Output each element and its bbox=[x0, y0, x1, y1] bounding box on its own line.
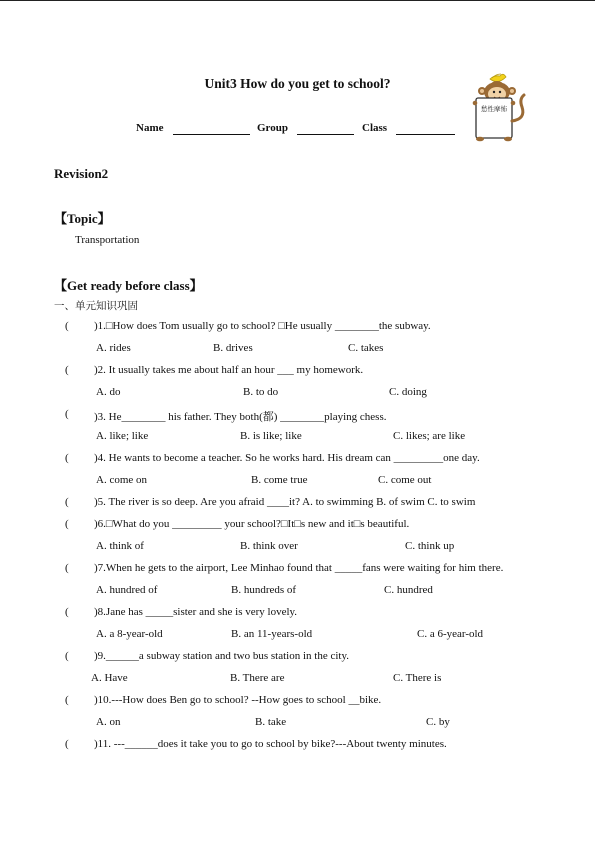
option-c: C. a 6-year-old bbox=[417, 628, 484, 640]
answer-paren: ( bbox=[65, 320, 69, 332]
question-text: )1.□How does Tom usually go to school? □He usually ________the subway. bbox=[94, 320, 431, 332]
question-text: )5. The river is so deep. Are you afraid ____it? A. to swimming B. of swim C. to swim bbox=[94, 496, 476, 508]
option-a: A. come on bbox=[96, 474, 148, 486]
option-c: C. likes; are like bbox=[393, 430, 466, 442]
option-b: B. to do bbox=[243, 386, 279, 398]
question-text: )9.______a subway station and two bus station in the city. bbox=[94, 650, 350, 662]
question-1 bbox=[0, 320, 595, 336]
options-8 bbox=[0, 628, 595, 644]
option-c: C. by bbox=[426, 716, 450, 728]
answer-paren: ( bbox=[65, 606, 69, 618]
worksheet-title: Unit3 How do you get to school? bbox=[204, 76, 391, 91]
options-9 bbox=[0, 672, 595, 688]
answer-paren: ( bbox=[65, 738, 69, 750]
option-c: C. think up bbox=[405, 540, 455, 552]
options-1 bbox=[0, 342, 595, 358]
option-b: B. There are bbox=[230, 672, 285, 684]
option-c: C. come out bbox=[378, 474, 432, 486]
option-b: B. hundreds of bbox=[231, 584, 297, 596]
group-blank bbox=[297, 134, 354, 135]
name-blank bbox=[173, 134, 250, 135]
question-4 bbox=[0, 452, 595, 468]
answer-paren: ( bbox=[65, 694, 69, 706]
question-2 bbox=[0, 364, 595, 380]
topic-heading: 【Topic】 bbox=[54, 211, 111, 226]
option-b: B. come true bbox=[251, 474, 308, 486]
option-c: C. doing bbox=[389, 386, 427, 398]
answer-paren: ( bbox=[65, 650, 69, 662]
group-label: Group bbox=[257, 122, 288, 134]
question-text: )7.When he gets to the airport, Lee Minhao found that _____fans were waiting for him there. bbox=[94, 562, 504, 574]
answer-paren: ( bbox=[65, 408, 69, 420]
option-b: B. an 11-years-old bbox=[231, 628, 313, 640]
consolidation-subheading: 一、单元知识巩固 bbox=[54, 300, 138, 312]
option-c: C. There is bbox=[393, 672, 442, 684]
option-b: B. take bbox=[255, 716, 287, 728]
mascot-sign-text: 愁性摩怖 bbox=[481, 105, 507, 113]
topic-text: Transportation bbox=[75, 234, 140, 246]
question-text: )10.---How does Ben go to school? --How goes to school __bike. bbox=[94, 694, 382, 706]
question-text: )6.□What do you _________ your school?□It□s new and it□s beautiful. bbox=[94, 518, 410, 530]
option-c: C. hundred bbox=[384, 584, 433, 596]
option-a: A. on bbox=[96, 716, 121, 728]
question-text: )2. It usually takes me about half an hour ___ my homework. bbox=[94, 364, 364, 376]
option-a: A. rides bbox=[96, 342, 131, 354]
question-7 bbox=[0, 562, 595, 578]
answer-paren: ( bbox=[65, 496, 69, 508]
option-b: B. is like; like bbox=[240, 430, 302, 442]
option-a: A. like; like bbox=[96, 430, 149, 442]
answer-paren: ( bbox=[65, 562, 69, 574]
top-rule bbox=[0, 0, 595, 1]
revision-heading: Revision2 bbox=[54, 166, 109, 181]
name-label: Name bbox=[136, 122, 164, 134]
question-3 bbox=[0, 408, 595, 424]
monkey-mascot-icon bbox=[466, 71, 530, 143]
question-text: )8.Jane has _____sister and she is very lovely. bbox=[94, 606, 298, 618]
option-b: B. drives bbox=[213, 342, 253, 354]
options-6 bbox=[0, 540, 595, 556]
question-text: )3. He________ his father. They both(都) ________playing chess. bbox=[94, 411, 387, 423]
question-9 bbox=[0, 650, 595, 666]
options-4 bbox=[0, 474, 595, 490]
question-11 bbox=[0, 738, 595, 754]
answer-paren: ( bbox=[65, 518, 69, 530]
question-text: )4. He wants to become a teacher. So he works hard. His dream can _________one day. bbox=[94, 452, 480, 464]
options-7 bbox=[0, 584, 595, 600]
question-10 bbox=[0, 694, 595, 710]
get-ready-heading: 【Get ready before class】 bbox=[54, 278, 203, 293]
question-8 bbox=[0, 606, 595, 622]
class-blank bbox=[396, 134, 455, 135]
options-10 bbox=[0, 716, 595, 732]
options-3 bbox=[0, 430, 595, 446]
option-a: A. hundred of bbox=[96, 584, 158, 596]
option-a: A. a 8-year-old bbox=[96, 628, 163, 640]
answer-paren: ( bbox=[65, 452, 69, 464]
option-a: A. Have bbox=[91, 672, 128, 684]
option-a: A. think of bbox=[96, 540, 144, 552]
question-6 bbox=[0, 518, 595, 534]
question-5 bbox=[0, 496, 595, 512]
answer-paren: ( bbox=[65, 364, 69, 376]
class-label: Class bbox=[362, 122, 388, 134]
question-text: )11. ---______does it take you to go to school by bike?---About twenty minutes. bbox=[94, 738, 447, 750]
option-a: A. do bbox=[96, 386, 121, 398]
options-2 bbox=[0, 386, 595, 402]
option-b: B. think over bbox=[240, 540, 298, 552]
option-c: C. takes bbox=[348, 342, 384, 354]
